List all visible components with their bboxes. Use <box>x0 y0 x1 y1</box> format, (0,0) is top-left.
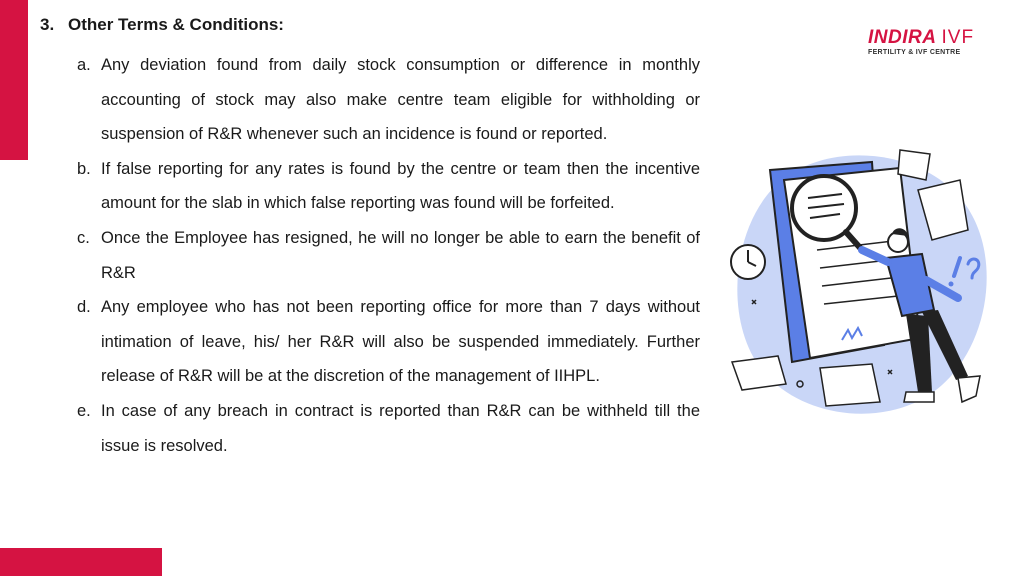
bottom-accent-bar <box>0 548 162 576</box>
term-text: Any deviation found from daily stock consumption or difference in monthly accounting of stock may also make centre team eligible for withholding or suspension of R&R whenever such an incidence is found or reported. <box>101 56 700 144</box>
term-item-b <box>40 152 700 221</box>
term-item-a <box>40 48 700 152</box>
term-item-e <box>40 394 700 463</box>
section-title <box>40 14 700 36</box>
term-letter: e. <box>77 401 91 420</box>
indira-ivf-logo <box>868 28 998 56</box>
term-letter: d. <box>77 298 91 317</box>
terms-section <box>40 14 700 463</box>
term-item-c <box>40 221 700 290</box>
term-letter: a. <box>77 56 91 74</box>
left-accent-bar <box>0 0 28 160</box>
term-text: If false reporting for any rates is found by the centre or team then the incentive amount for the slab in which false reporting was found will be forfeited. <box>101 159 700 213</box>
term-text: In case of any breach in contract is reported than R&R can be withheld till the issue is resolved. <box>101 401 700 455</box>
logo-tagline: FERTILITY & IVF CENTRE <box>868 49 961 56</box>
term-item-d <box>40 290 700 394</box>
term-letter: b. <box>77 159 91 178</box>
term-text: Once the Employee has resigned, he will no longer be able to earn the benefit of R&R <box>101 228 700 282</box>
logo-brand: INDIRA <box>868 27 936 48</box>
clock-icon <box>731 245 765 279</box>
logo-wordmark <box>868 28 998 48</box>
section-title-text: Other Terms & Conditions: <box>68 15 284 34</box>
terms-list <box>40 48 700 463</box>
logo-suffix: IVF <box>941 27 975 48</box>
document-search-illustration <box>722 140 1012 430</box>
term-text: Any employee who has not been reporting office for more than 7 days without intimation of leave, his/ her R&R will also be suspended immediately. Further release of R&R will be at the discretion of the management of IIHPL. <box>101 298 700 386</box>
term-letter: c. <box>77 228 90 247</box>
section-number: 3. <box>40 15 55 34</box>
